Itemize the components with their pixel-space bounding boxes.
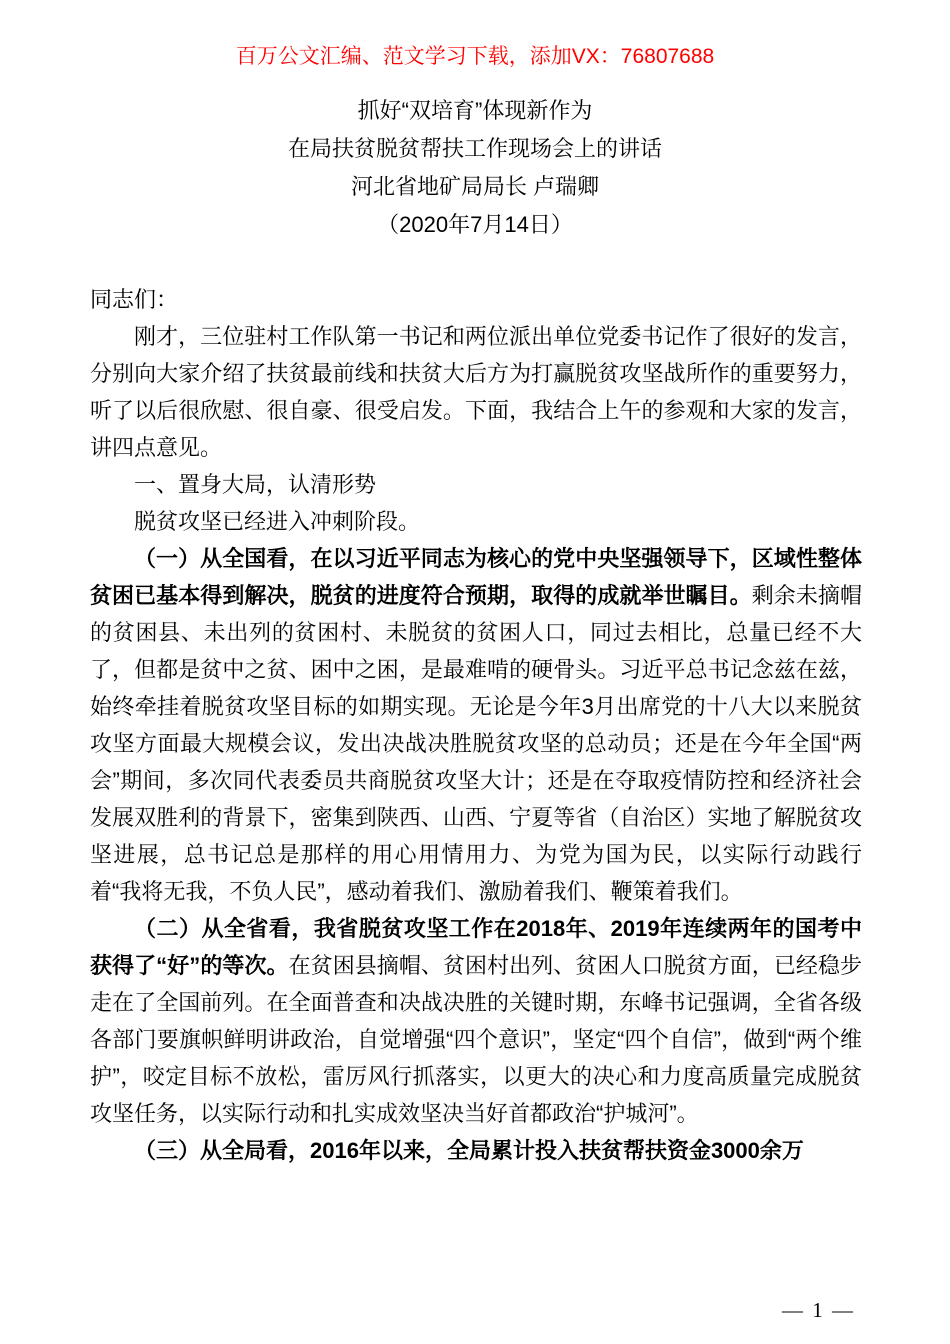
title-line-2: 在局扶贫脱贫帮扶工作现场会上的讲话 — [287, 136, 662, 161]
page-number: — 1 — — [782, 1298, 855, 1322]
paragraph-segment: 在贫困县摘帽、贫困村出列、贫困人口脱贫方面，已经稳步走在了全国前列。在全面普查和决战决胜的关键时期，东峰书记强调，全省各级各部门要旗帜鲜明讲政治，自觉增强“四个意识”，坚定“四个自信”，做到“两个维护”，咬定目标不放松，雷厉风行抓落实，以更大的决心和力度高质量完成脱贫攻坚任务，以实际行动和扎实成效坚决当好首都政治“护城河”。 — [90, 953, 862, 1126]
paragraph-segment: 一、置身大局，认清形势 — [134, 472, 377, 497]
paragraph-segment: 剩余未摘帽的贫困县、未出列的贫困村、未脱贫的贫困人口，同过去相比，总量已经不大了，但都是贫中之贫、困中之困，是最难啃的硬骨头。习近平总书记念兹在兹，始终牵挂着脱贫攻坚目标的如期实现。无论是今年3月出席党的十八大以来脱贫攻坚方面最大规模会议，发出决战决胜脱贫攻坚的总动员；还是在今年全国“两会”期间，多次同代表委员共商脱贫攻坚大计；还是在夺取疫情防控和经济社会发展双胜利的背景下，密集到陕西、山西、宁夏等省（自治区）实地了解脱贫攻坚进展，总书记总是那样的用心用情用力、为党为国为民，以实际行动践行着“我将无我，不负人民”，感动着我们、激励着我们、鞭策着我们。 — [90, 583, 862, 904]
document-body — [90, 281, 862, 1169]
paragraph-segment-bold: （二）从全省看，我省脱贫攻坚工作在2018年、2019年连续两年的国考中获得了“好”的等次。 — [90, 916, 862, 978]
date-line: （2020年7月14日） — [377, 212, 573, 237]
paragraph-segment-bold: （三）从全局看，2016年以来，全局累计投入扶贫帮扶资金3000余万 — [134, 1138, 804, 1163]
header-notice: 百万公文汇编、范文学习下载，添加VX：76807688 — [235, 45, 715, 68]
paragraph — [90, 503, 862, 540]
paragraph-segment: 脱贫攻坚已经进入冲刺阶段。 — [134, 509, 421, 534]
salutation: 同志们： — [90, 287, 179, 312]
paragraph-list — [90, 318, 862, 1169]
speaker-line: 河北省地矿局局长 卢瑞卿 — [350, 174, 600, 199]
paragraph-segment: 刚才，三位驻村工作队第一书记和两位派出单位党委书记作了很好的发言，分别向大家介绍了扶贫最前线和扶贫大后方为打赢脱贫攻坚战所作的重要努力，听了以后很欣慰、很自豪、很受启发。下面，我结合上午的参观和大家的发言，讲四点意见。 — [90, 324, 862, 460]
paragraph — [90, 910, 862, 1132]
paragraph — [90, 1132, 862, 1169]
title-block — [0, 92, 950, 244]
paragraph — [90, 466, 862, 503]
paragraph — [90, 318, 862, 466]
paragraph — [90, 540, 862, 910]
paragraph-segment-bold: （一）从全国看，在以习近平同志为核心的党中央坚强领导下，区域性整体贫困已基本得到解决，脱贫的进度符合预期，取得的成就举世瞩目。 — [90, 546, 862, 608]
title-line-1: 抓好“双培育”体现新作为 — [357, 98, 593, 123]
